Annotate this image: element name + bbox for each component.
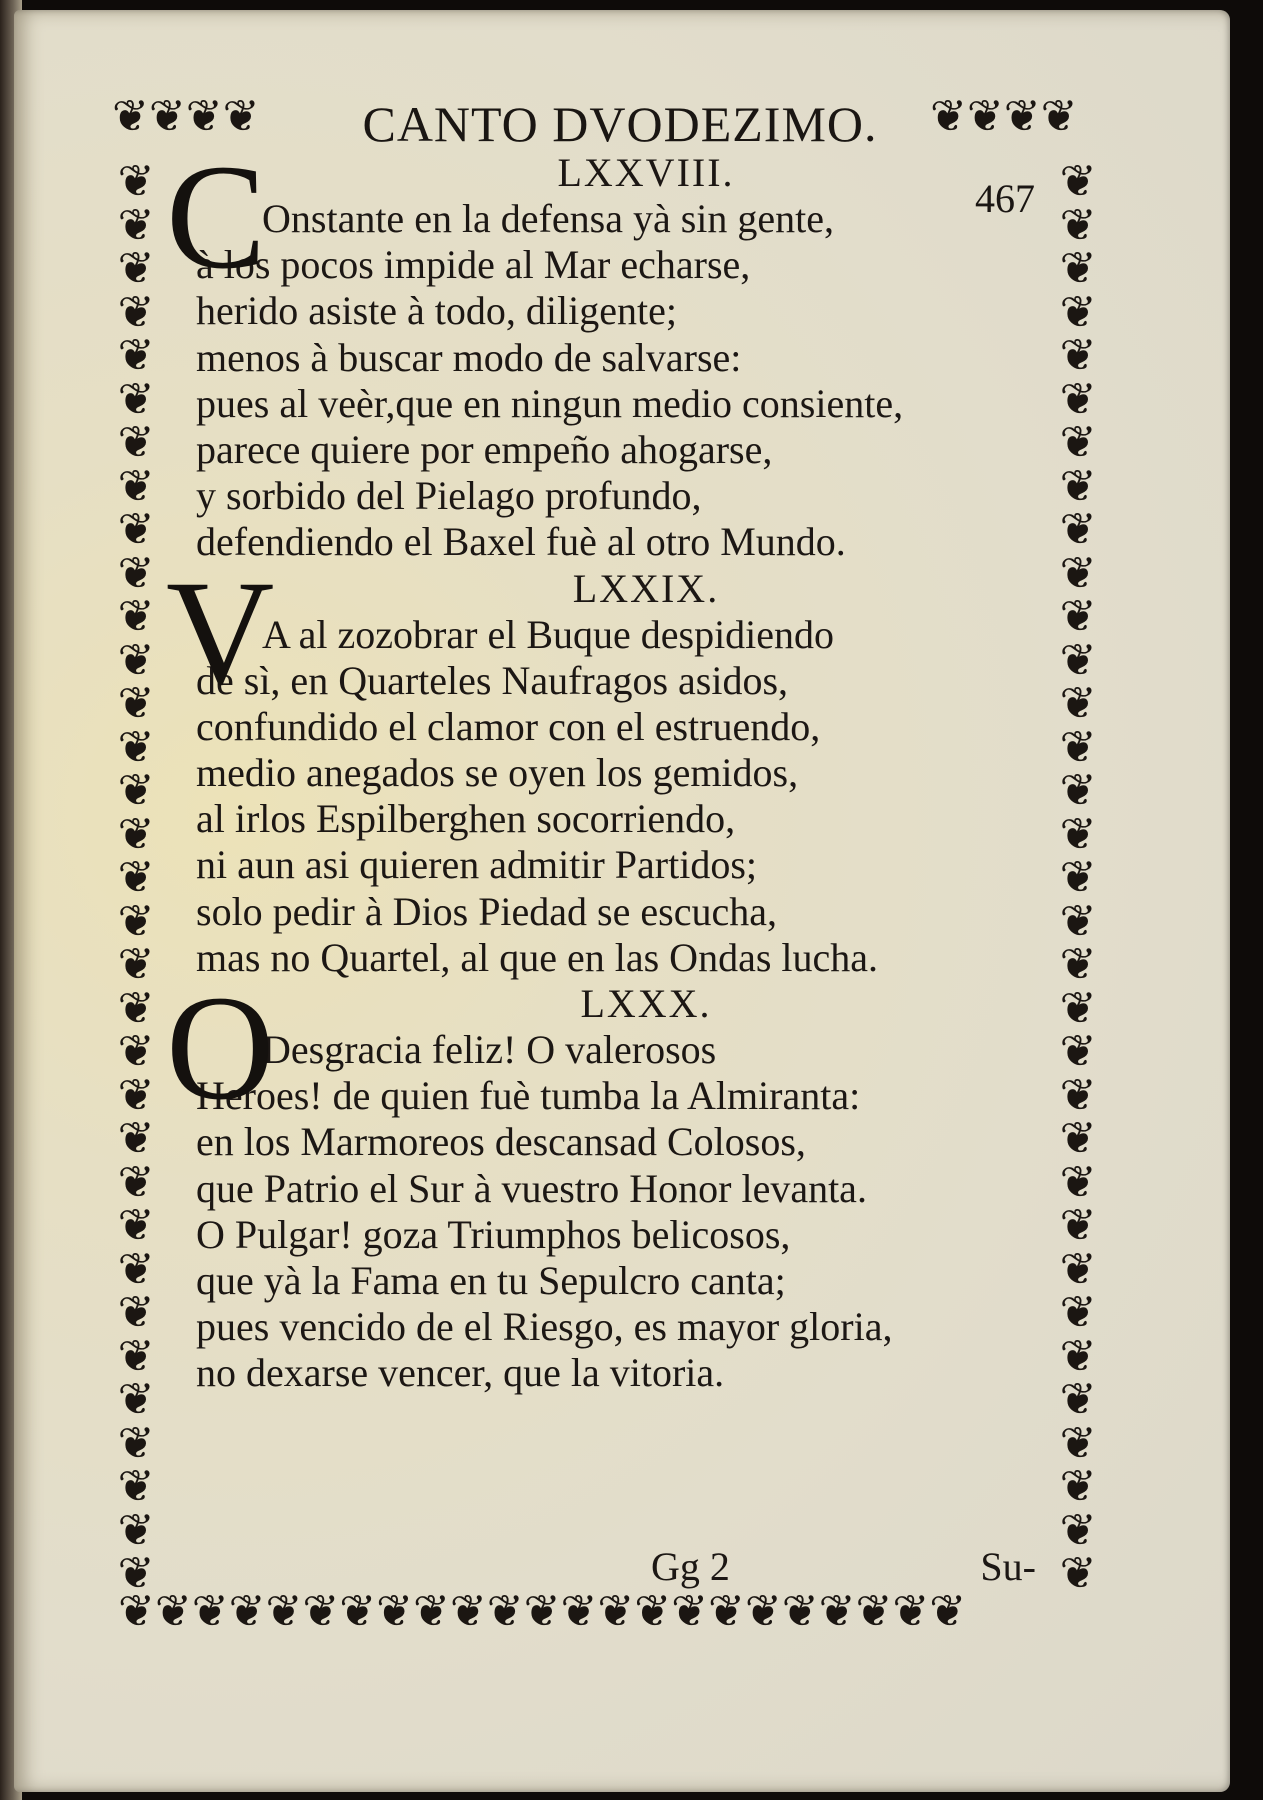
fleuron-icon: ❦ [1059, 1069, 1095, 1121]
verse-line: A al zozobrar el Buque despidiendo [262, 611, 835, 657]
fleuron-icon: ❦ [117, 1156, 153, 1208]
fleuron-icon: ❦ [117, 1287, 153, 1338]
fleuron-icon: ❦ [818, 1586, 854, 1637]
fleuron-icon: ❦ [117, 1461, 153, 1512]
fleuron-icon: ❦ [117, 1243, 153, 1295]
fleuron-icon: ❦ [1059, 199, 1095, 251]
fleuron-icon: ❦ [1059, 373, 1095, 425]
fleuron-icon: ❦ [1059, 721, 1095, 773]
ornament-border-right [1052, 156, 1102, 1599]
verse-line: que yà la Fama en tu Sepulcro canta; [196, 1257, 786, 1303]
fleuron-icon: ❦ [966, 91, 1002, 142]
fleuron-icon: ❦ [117, 765, 153, 816]
signature-mark: Gg 2 [651, 1544, 730, 1589]
fleuron-icon: ❦ [117, 373, 153, 425]
fleuron-icon: ❦ [413, 1586, 448, 1637]
stanza-number: LXXVIII. [557, 150, 735, 195]
verse-line: menos à buscar modo de salvarse: [196, 334, 742, 380]
fleuron-icon: ❦ [1003, 91, 1039, 142]
fleuron-icon: ❦ [1059, 1156, 1095, 1208]
stanza-number: LXXX. [580, 981, 712, 1026]
fleuron-icon: ❦ [117, 1200, 153, 1251]
fleuron-icon: ❦ [1059, 1504, 1095, 1556]
fleuron-icon: ❦ [117, 504, 153, 555]
verse-line: mas no Quartel, al que en las Ondas lucha. [196, 934, 879, 980]
fleuron-icon: ❦ [1059, 939, 1095, 990]
fleuron-icon: ❦ [1059, 504, 1095, 555]
verse-line: Heroes! de quien fuè tumba la Almiranta: [196, 1073, 861, 1119]
ornament-border-left [110, 156, 160, 1599]
verse-line: Desgracia feliz! O valerosos [262, 1027, 717, 1072]
fleuron-icon: ❦ [1059, 243, 1095, 294]
verse-line: à los pocos impide al Mar echarse, [196, 242, 751, 288]
drop-cap: V [166, 549, 275, 716]
fleuron-icon: ❦ [449, 1586, 485, 1637]
fleuron-icon: ❦ [117, 591, 153, 642]
fleuron-icon: ❦ [117, 808, 153, 860]
verse-line: y sorbido del Pielago profundo, [196, 473, 702, 519]
fleuron-icon: ❦ [634, 1586, 670, 1637]
fleuron-icon: ❦ [1059, 808, 1095, 860]
fleuron-icon: ❦ [117, 330, 153, 381]
fleuron-icon: ❦ [117, 1374, 153, 1425]
fleuron-icon: ❦ [1059, 1330, 1095, 1382]
fleuron-icon: ❦ [117, 634, 153, 686]
fleuron-icon: ❦ [117, 156, 153, 207]
fleuron-icon: ❦ [117, 1504, 153, 1556]
fleuron-icon: ❦ [117, 243, 153, 294]
fleuron-icon: ❦ [1059, 1113, 1095, 1164]
fleuron-icon: ❦ [929, 1586, 965, 1637]
fleuron-icon: ❦ [117, 417, 153, 468]
fleuron-icon: ❦ [708, 1586, 743, 1637]
fleuron-icon: ❦ [117, 1113, 153, 1164]
fleuron-icon: ❦ [191, 1586, 227, 1637]
fleuron-icon: ❦ [1059, 1461, 1095, 1512]
verse-line: defendiendo el Baxel fuè al otro Mundo. [196, 519, 846, 565]
fleuron-icon: ❦ [265, 1586, 301, 1637]
fleuron-icon: ❦ [855, 1586, 891, 1637]
fleuron-icon: ❦ [1059, 1287, 1095, 1338]
fleuron-icon: ❦ [1059, 591, 1095, 642]
fleuron-icon: ❦ [1059, 330, 1095, 381]
poem-text [166, 134, 1016, 1397]
fleuron-icon: ❦ [117, 721, 153, 773]
verse-line: confundido el clamor con el estruendo, [196, 703, 821, 749]
fleuron-icon: ❦ [376, 1586, 411, 1637]
fleuron-icon: ❦ [1040, 91, 1076, 142]
fleuron-icon: ❦ [1059, 1548, 1095, 1599]
fleuron-icon: ❦ [117, 852, 153, 903]
fleuron-icon: ❦ [1059, 1026, 1095, 1077]
fleuron-icon: ❦ [222, 91, 258, 142]
fleuron-icon: ❦ [560, 1586, 596, 1637]
verse-line: en los Marmoreos descansad Colosos, [196, 1119, 806, 1165]
fleuron-icon: ❦ [1059, 547, 1095, 599]
verse-line: solo pedir à Dios Piedad se escucha, [196, 888, 777, 934]
fleuron-icon: ❦ [1059, 286, 1095, 338]
fleuron-icon: ❦ [228, 1586, 264, 1637]
fleuron-icon: ❦ [781, 1586, 817, 1637]
fleuron-icon: ❦ [1059, 895, 1095, 947]
fleuron-icon: ❦ [117, 1417, 153, 1469]
fleuron-icon: ❦ [117, 982, 153, 1034]
verse-line: al irlos Espilberghen socorriendo, [196, 796, 736, 842]
fleuron-icon: ❦ [486, 1586, 522, 1637]
fleuron-icon: ❦ [117, 460, 153, 512]
stanza [166, 549, 1016, 982]
verse-line: herido asiste à todo, diligente; [196, 288, 677, 334]
page-number: 467 [975, 176, 1035, 221]
stanza-number: LXXIX. [572, 565, 720, 611]
fleuron-icon: ❦ [1059, 982, 1095, 1034]
fleuron-icon: ❦ [148, 91, 184, 142]
verse-line: no dexarse vencer, que la vitoria. [196, 1350, 725, 1396]
fleuron-icon: ❦ [112, 91, 147, 142]
fleuron-icon: ❦ [1059, 765, 1095, 816]
drop-cap: O [166, 965, 275, 1131]
fleuron-icon: ❦ [930, 91, 965, 142]
fleuron-icon: ❦ [117, 547, 153, 599]
fleuron-icon: ❦ [1059, 852, 1095, 903]
fleuron-icon: ❦ [1059, 1417, 1095, 1469]
fleuron-icon: ❦ [117, 1330, 153, 1382]
fleuron-icon: ❦ [1059, 417, 1095, 468]
fleuron-icon: ❦ [117, 1548, 153, 1599]
fleuron-icon: ❦ [117, 1026, 153, 1077]
fleuron-icon: ❦ [1059, 460, 1095, 512]
stanza [166, 965, 1016, 1397]
fleuron-icon: ❦ [117, 678, 153, 729]
verse-line: pues al veèr,que en ningun medio consiente, [196, 380, 904, 426]
drop-cap: C [166, 134, 267, 300]
fleuron-icon: ❦ [1059, 156, 1095, 207]
fleuron-icon: ❦ [154, 1586, 190, 1637]
fleuron-icon: ❦ [892, 1586, 928, 1637]
fleuron-icon: ❦ [1059, 678, 1095, 729]
fleuron-icon: ❦ [117, 199, 153, 251]
fleuron-icon: ❦ [1059, 634, 1095, 686]
verse-line: que Patrio el Sur à vuestro Honor levanta. [196, 1165, 867, 1211]
verse-line: O Pulgar! goza Triumphos belicosos, [196, 1211, 791, 1257]
fleuron-icon: ❦ [1059, 1200, 1095, 1251]
stanza [166, 134, 1016, 566]
fleuron-icon: ❦ [1059, 1243, 1095, 1295]
verse-line: medio anegados se oyen los gemidos, [196, 750, 799, 796]
fleuron-icon: ❦ [118, 1586, 153, 1637]
catchword: Su- [980, 1544, 1036, 1589]
fleuron-icon: ❦ [523, 1586, 559, 1637]
ornament-border-bottom [118, 1586, 965, 1637]
fleuron-icon: ❦ [185, 91, 221, 142]
fleuron-icon: ❦ [117, 939, 153, 990]
page-footer [196, 1543, 1036, 1593]
fleuron-icon: ❦ [339, 1586, 375, 1637]
fleuron-icon: ❦ [117, 1069, 153, 1121]
verse-line: Onstante en la defensa yà sin gente, [262, 196, 835, 241]
fleuron-icon: ❦ [117, 895, 153, 947]
verse-line: de sì, en Quarteles Naufragos asidos, [196, 657, 789, 703]
fleuron-icon: ❦ [302, 1586, 338, 1637]
verse-line: ni aun asi quieren admitir Partidos; [196, 842, 757, 888]
fleuron-icon: ❦ [744, 1586, 780, 1637]
fleuron-icon: ❦ [117, 286, 153, 338]
fleuron-icon: ❦ [671, 1586, 706, 1637]
running-title: CANTO DVODEZIMO. [362, 96, 878, 152]
verse-line: pues vencido de el Riesgo, es mayor gloria, [196, 1304, 893, 1350]
verse-line: parece quiere por empeño ahogarse, [196, 426, 773, 472]
fleuron-icon: ❦ [597, 1586, 633, 1637]
fleuron-icon: ❦ [1059, 1374, 1095, 1425]
